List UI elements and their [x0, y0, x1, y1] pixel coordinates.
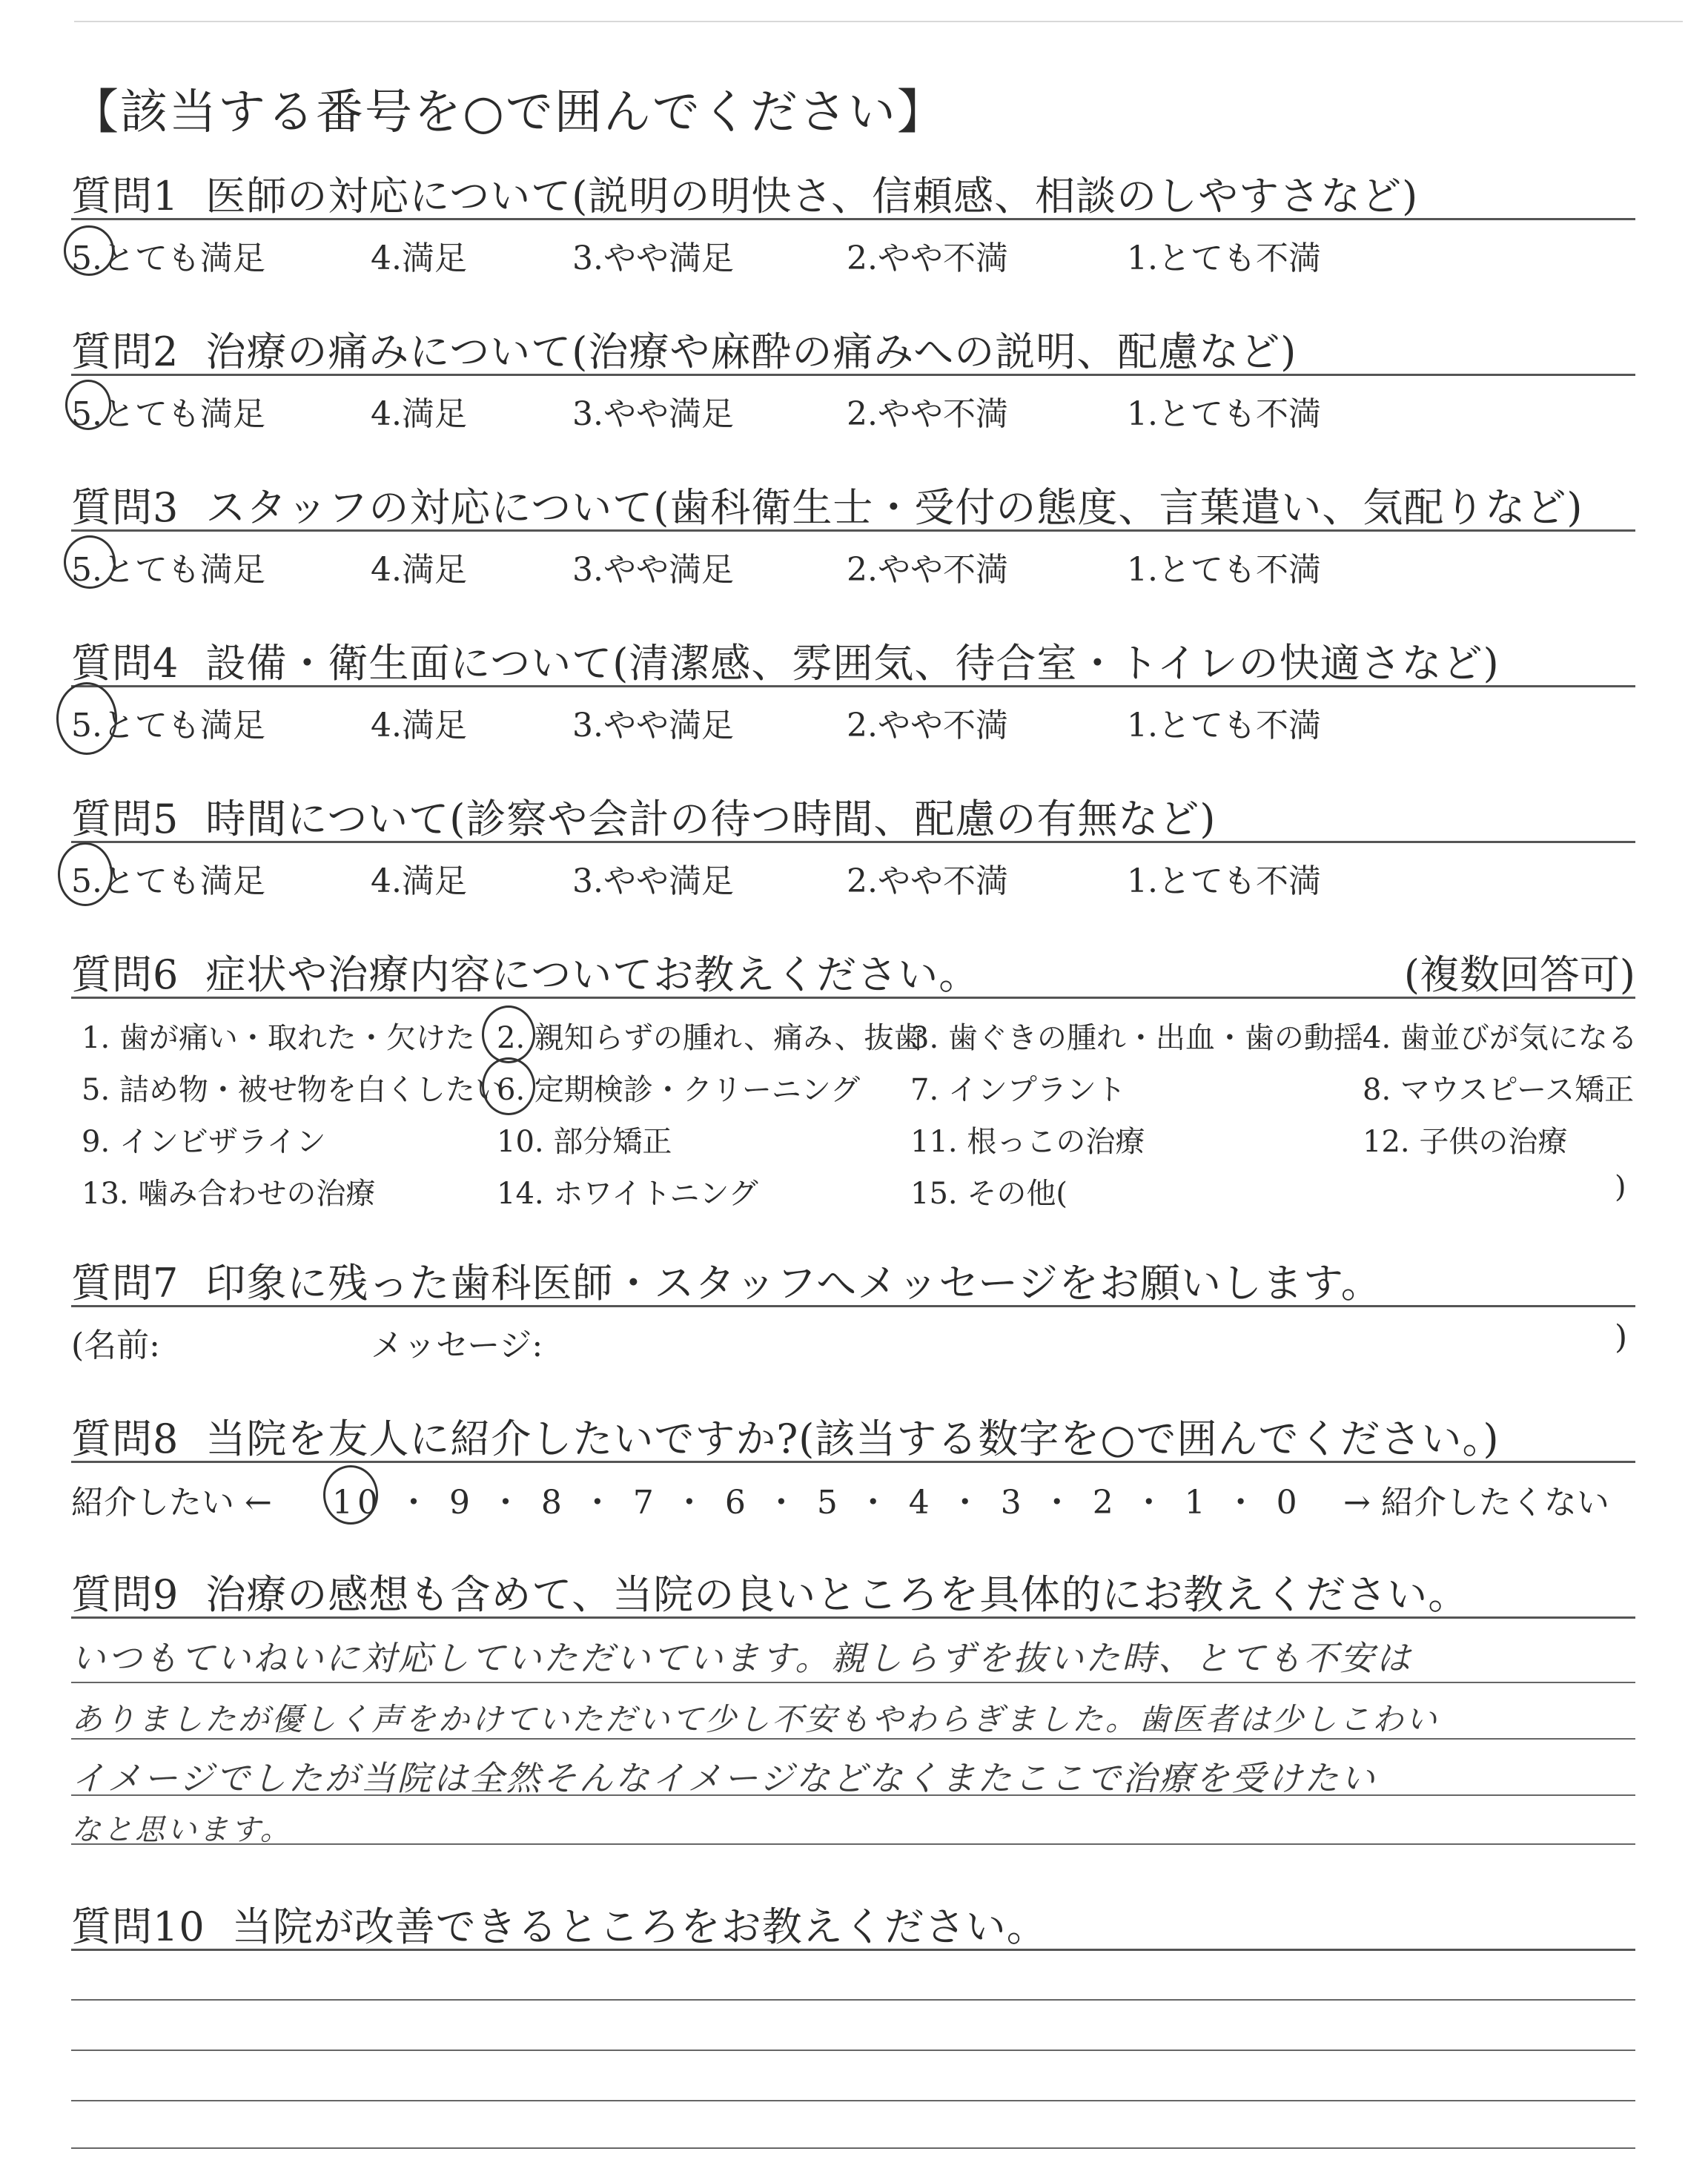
option-3[interactable]: 3.やや満足	[572, 707, 734, 744]
symptom-option[interactable]: 14. ホワイトニング	[497, 1177, 758, 1211]
symptom-option[interactable]: 11. 根っこの治療	[910, 1125, 1145, 1159]
handwritten-answer-line: なと思います。	[71, 1813, 292, 1847]
answer-line	[71, 1843, 1635, 1845]
question-title	[71, 320, 1297, 377]
option-2[interactable]: 2.やや不満	[847, 240, 1008, 277]
question-number: 質問5	[71, 796, 179, 842]
option-5[interactable]: 5.とても満足	[71, 551, 265, 589]
handwritten-answer-line: ありましたが優しく声をかけていただいて少し不安もやわらぎました。歯医者は少しこわい	[71, 1701, 1440, 1737]
question-rule	[71, 374, 1635, 376]
option-3[interactable]: 3.やや満足	[572, 240, 734, 277]
rating-options	[71, 387, 1635, 432]
recommend-right-label: → 紹介したくない	[1343, 1484, 1609, 1522]
question-rule	[71, 218, 1635, 220]
option-2[interactable]: 2.やや不満	[847, 862, 1008, 900]
close-paren: )	[1615, 1318, 1628, 1356]
question-text: スタッフの対応について(歯科衛生士・受付の態度、言葉遣い、気配りなど)	[205, 484, 1583, 531]
symptom-option[interactable]: 7. インプラント	[910, 1073, 1126, 1107]
name-label: (名前:	[71, 1327, 160, 1364]
symptom-option[interactable]: 4. 歯並びが気になる	[1363, 1021, 1638, 1055]
question-number: 質問2	[71, 328, 179, 375]
question-number: 質問1	[71, 173, 179, 219]
question-number: 質問4	[71, 640, 179, 687]
instruction-title: 【該当する番号を○で囲んでください】	[71, 85, 946, 140]
symptom-option[interactable]: 10. 部分矯正	[497, 1125, 672, 1159]
option-3[interactable]: 3.やや満足	[572, 862, 734, 900]
question-title	[71, 1407, 1500, 1464]
question-text: 当院を友人に紹介したいですか?(該当する数字を○で囲んでください。)	[205, 1416, 1500, 1462]
option-5[interactable]: 5.とても満足	[71, 862, 265, 900]
question-rule	[71, 1305, 1635, 1307]
option-1[interactable]: 1.とても不満	[1127, 707, 1321, 744]
question-title	[71, 165, 1418, 222]
symptom-option[interactable]: 9. インビザライン	[82, 1125, 326, 1159]
question-rule	[71, 997, 1635, 999]
question-title	[71, 787, 1216, 845]
message-label: メッセージ:	[371, 1327, 543, 1364]
question-rule	[71, 1461, 1635, 1463]
answer-line	[71, 2147, 1635, 2149]
answer-line	[71, 2100, 1635, 2101]
question-rule	[71, 529, 1635, 532]
question-number: 質問3	[71, 484, 179, 531]
answer-line	[71, 1738, 1635, 1740]
question-text: 症状や治療内容についてお教えください。	[205, 951, 980, 998]
option-4[interactable]: 4.満足	[371, 862, 467, 900]
option-5[interactable]: 5.とても満足	[71, 240, 265, 277]
symptom-option[interactable]: 5. 詰め物・被せ物を白くしたい	[82, 1073, 505, 1107]
question-title	[71, 1252, 1382, 1309]
question-title	[71, 476, 1583, 533]
option-2[interactable]: 2.やや不満	[847, 395, 1008, 433]
symptom-option[interactable]: 12. 子供の治療	[1363, 1125, 1568, 1159]
option-4[interactable]: 4.満足	[371, 240, 467, 277]
symptom-option[interactable]: 15. その他(	[910, 1177, 1068, 1211]
question-title	[71, 1563, 1469, 1620]
symptom-option[interactable]: 1. 歯が痛い・取れた・欠けた	[82, 1021, 475, 1055]
rating-options	[71, 698, 1635, 743]
handwritten-answer-line: いつもていねいに対応していただいています。親しらずを抜いた時、とても不安は	[71, 1638, 1413, 1678]
close-paren: )	[1615, 1170, 1626, 1204]
answer-line	[71, 1999, 1635, 2001]
question-text: 医師の対応について(説明の明快さ、信頼感、相談のしやすさなど)	[205, 173, 1419, 219]
question-title	[71, 632, 1500, 689]
symptom-option[interactable]: 3. 歯ぐきの腫れ・出血・歯の動揺	[910, 1021, 1363, 1055]
question-rule	[71, 685, 1635, 687]
option-4[interactable]: 4.満足	[371, 551, 467, 589]
option-1[interactable]: 1.とても不満	[1127, 240, 1321, 277]
question-number: 質問8	[71, 1416, 179, 1462]
option-5[interactable]: 5.とても満足	[71, 395, 265, 433]
option-2[interactable]: 2.やや不満	[847, 551, 1008, 589]
answer-line	[71, 1794, 1635, 1796]
symptom-option[interactable]: 8. マウスピース矯正	[1363, 1073, 1635, 1107]
handwritten-answer-line: イメージでしたが当院は全然そんなイメージなどなくまたここで治療を受けたい	[71, 1758, 1377, 1798]
option-3[interactable]: 3.やや満足	[572, 551, 734, 589]
question-number: 質問9	[71, 1571, 179, 1618]
option-1[interactable]: 1.とても不満	[1127, 395, 1321, 433]
question-rule	[71, 1949, 1635, 1951]
question-text: 印象に残った歯科医師・スタッフへメッセージをお願いします。	[205, 1260, 1382, 1307]
option-4[interactable]: 4.満足	[371, 707, 467, 744]
symptom-option[interactable]: 2. 親知らずの腫れ、痛み、抜歯	[497, 1021, 924, 1055]
question-title	[71, 943, 979, 1000]
question-rule	[71, 841, 1635, 843]
question-text: 設備・衛生面について(清潔感、雰囲気、待合室・トイレの快適さなど)	[205, 640, 1500, 687]
question-number: 質問6	[71, 951, 179, 998]
question-number: 質問7	[71, 1260, 179, 1307]
question-title	[71, 1895, 1047, 1952]
top-border	[74, 21, 1683, 22]
option-1[interactable]: 1.とても不満	[1127, 862, 1321, 900]
option-4[interactable]: 4.満足	[371, 395, 467, 433]
recommend-score-scale[interactable]: 10 ・ 9 ・ 8 ・ 7 ・ 6 ・ 5 ・ 4 ・ 3 ・ 2 ・ 1 ・ 0	[332, 1484, 1302, 1522]
option-1[interactable]: 1.とても不満	[1127, 551, 1321, 589]
question-text: 当院が改善できるところをお教えください。	[231, 1903, 1047, 1950]
question-text: 時間について(診察や会計の待つ時間、配慮の有無など)	[205, 796, 1217, 842]
symptom-option[interactable]: 13. 噛み合わせの治療	[82, 1177, 376, 1211]
rating-options	[71, 231, 1635, 276]
rating-options	[71, 854, 1635, 899]
option-2[interactable]: 2.やや不満	[847, 707, 1008, 744]
option-5[interactable]: 5.とても満足	[71, 707, 265, 744]
question-number: 質問10	[71, 1903, 205, 1950]
multiple-answers-note: (複数回答可)	[1403, 951, 1635, 998]
question-text: 治療の痛みについて(治療や麻酔の痛みへの説明、配慮など)	[205, 328, 1297, 375]
recommend-left-label: 紹介したい ←	[71, 1484, 272, 1522]
option-3[interactable]: 3.やや満足	[572, 395, 734, 433]
rating-options	[71, 543, 1635, 587]
answer-line	[71, 2050, 1635, 2051]
symptom-option[interactable]: 6. 定期検診・クリーニング	[497, 1073, 861, 1107]
question-text: 治療の感想も含めて、当院の良いところを具体的にお教えください。	[205, 1571, 1469, 1618]
question-rule	[71, 1616, 1635, 1619]
answer-line	[71, 1682, 1635, 1683]
